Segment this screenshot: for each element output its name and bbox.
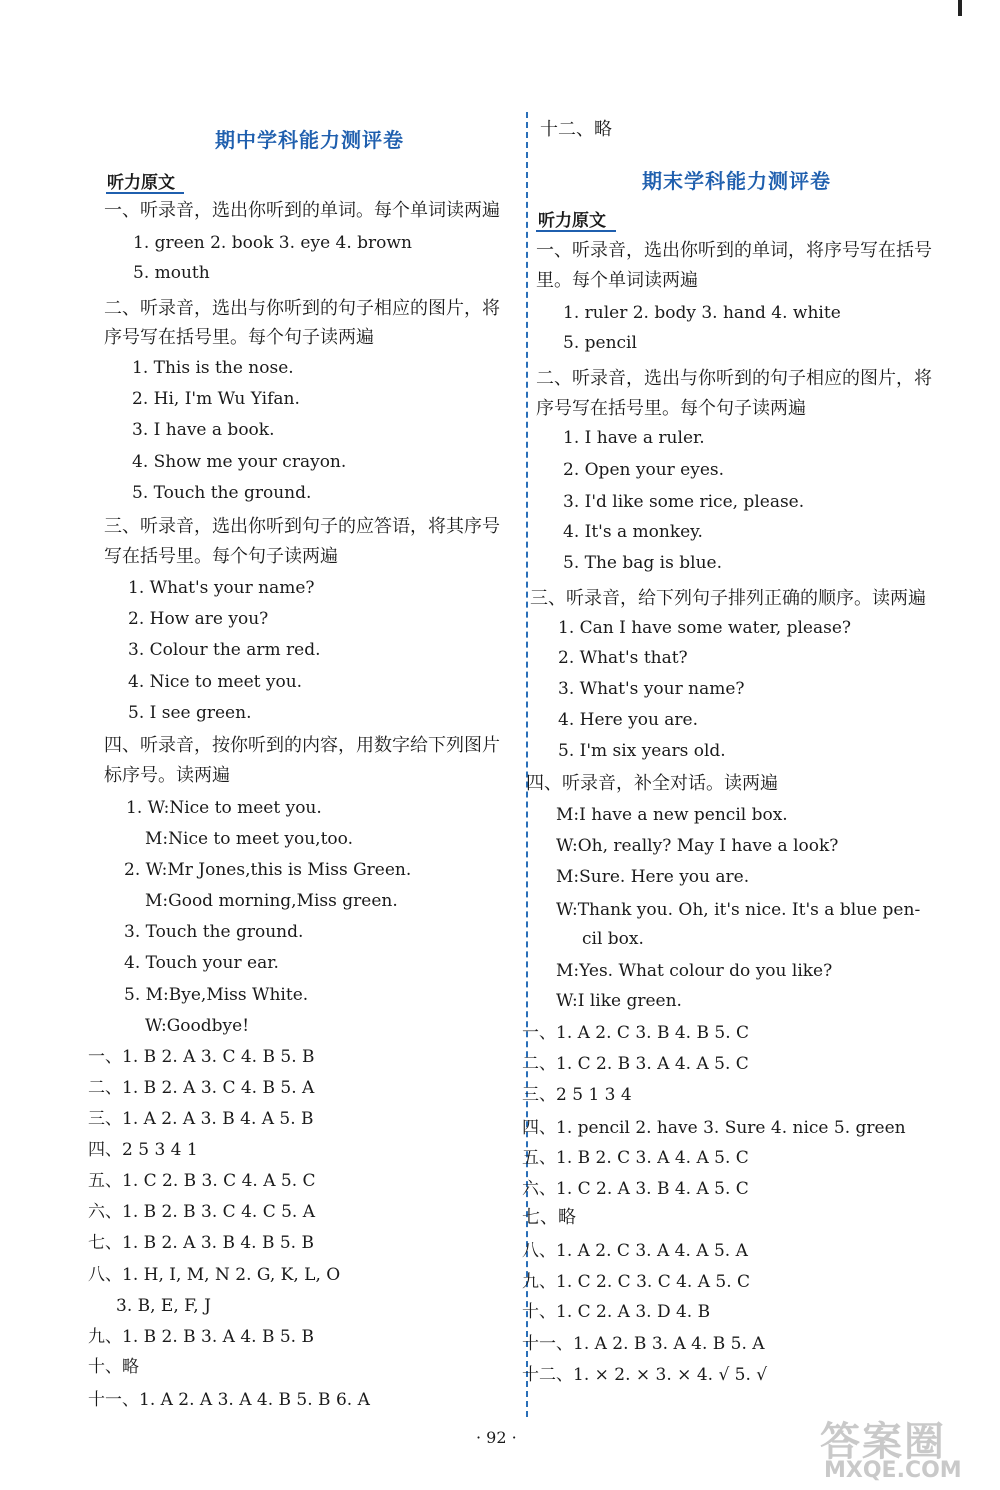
left-line: 三、听录音，选出你听到句子的应答语，将其序号	[104, 516, 500, 537]
left-line: 1. What's your name?	[128, 578, 315, 598]
watermark-top: 答案圈	[820, 1419, 946, 1465]
left-line: 5. M:Bye,Miss White.	[124, 985, 309, 1005]
left-line: 4. Nice to meet you.	[128, 672, 303, 692]
left-line: 八、1. H, I, M, N 2. G, K, L, O	[88, 1265, 341, 1285]
left-line: 一、1. B 2. A 3. C 4. B 5. B	[88, 1047, 315, 1067]
left-line: 1. W:Nice to meet you.	[126, 798, 322, 818]
left-line: W:Goodbye!	[145, 1016, 250, 1036]
right-line: M:Sure. Here you are.	[556, 867, 750, 887]
left-line: 二、1. B 2. A 3. C 4. B 5. A	[88, 1078, 315, 1098]
left-line: 九、1. B 2. B 3. A 4. B 5. B	[88, 1327, 314, 1347]
left-line: 1. This is the nose.	[132, 358, 294, 378]
right-title: 期末学科能力测评卷	[642, 169, 831, 193]
left-line: 十、略	[88, 1357, 139, 1377]
left-heading: 听力原文	[107, 173, 175, 193]
right-line: W:Oh, really? May I have a look?	[556, 836, 839, 856]
left-line: 3. Colour the arm red.	[128, 640, 321, 660]
left-line: 十一、1. A 2. A 3. A 4. B 5. B 6. A	[88, 1390, 370, 1410]
right-line: 一、1. A 2. C 3. B 4. B 5. C	[522, 1023, 750, 1043]
left-line: 写在括号里。每个句子读两遍	[104, 546, 338, 567]
right-line: 2. What's that?	[558, 648, 688, 668]
left-line: 5. Touch the ground.	[132, 483, 312, 503]
left-line: M:Good morning,Miss green.	[145, 891, 398, 911]
left-line: 1. green 2. book 3. eye 4. brown	[133, 233, 412, 253]
watermark-bottom: MXQE.COM	[824, 1458, 962, 1483]
left-line: 3. Touch the ground.	[124, 922, 304, 942]
page-number: · 92 ·	[476, 1428, 517, 1447]
right-heading: 听力原文	[538, 211, 606, 231]
right-line: 八、1. A 2. C 3. A 4. A 5. A	[522, 1241, 748, 1261]
right-line: 六、1. C 2. A 3. B 4. A 5. C	[522, 1179, 749, 1199]
right-line: 二、听录音，选出与你听到的句子相应的图片，将	[536, 368, 932, 389]
left-line: 标序号。读两遍	[104, 765, 230, 786]
left-title: 期中学科能力测评卷	[215, 128, 404, 152]
right-line: 5. The bag is blue.	[563, 553, 722, 573]
left-line: 2. W:Mr Jones,this is Miss Green.	[124, 860, 412, 880]
right-line: 3. What's your name?	[558, 679, 745, 699]
right-line: 四、1. pencil 2. have 3. Sure 4. nice 5. green	[522, 1118, 906, 1138]
right-line: 5. pencil	[563, 333, 637, 353]
right-line: 3. I'd like some rice, please.	[563, 492, 805, 512]
left-line: 序号写在括号里。每个句子读两遍	[104, 327, 374, 348]
right-line: 四、听录音，补全对话。读两遍	[526, 773, 778, 794]
left-line: 五、1. C 2. B 3. C 4. A 5. C	[88, 1171, 316, 1191]
right-line: 十一、1. A 2. B 3. A 4. B 5. A	[522, 1334, 765, 1354]
right-line: 五、1. B 2. C 3. A 4. A 5. C	[522, 1148, 749, 1168]
left-line: 3. I have a book.	[132, 420, 275, 440]
left-heading-underline	[106, 192, 184, 194]
left-line: 2. Hi, I'm Wu Yifan.	[132, 389, 300, 409]
right-line: W:I like green.	[556, 991, 682, 1011]
right-line: 1. Can I have some water, please?	[558, 618, 851, 638]
right-line: 1. I have a ruler.	[563, 428, 705, 448]
right-line: cil box.	[582, 929, 644, 949]
right-heading-underline	[536, 230, 616, 232]
left-line: 三、1. A 2. A 3. B 4. A 5. B	[88, 1109, 314, 1129]
left-line: 七、1. B 2. A 3. B 4. B 5. B	[88, 1233, 314, 1253]
right-line: 1. ruler 2. body 3. hand 4. white	[563, 303, 841, 323]
right-line: M:Yes. What colour do you like?	[556, 961, 833, 981]
left-line: 一、听录音，选出你听到的单词。每个单词读两遍	[104, 200, 500, 221]
right-top-line: 十二、略	[540, 119, 612, 140]
left-line: 二、听录音，选出与你听到的句子相应的图片，将	[104, 298, 500, 319]
right-line: 4. Here you are.	[558, 710, 699, 730]
right-line: M:I have a new pencil box.	[556, 805, 788, 825]
right-line: 二、1. C 2. B 3. A 4. A 5. C	[522, 1054, 749, 1074]
right-line: 十二、1. × 2. × 3. × 4. √ 5. √	[522, 1365, 768, 1385]
right-line: 七、略	[522, 1207, 576, 1228]
left-line: 3. B, E, F, J	[116, 1296, 211, 1316]
left-line: 四、听录音，按你听到的内容，用数字给下列图片	[104, 735, 500, 756]
left-line: M:Nice to meet you,too.	[145, 829, 353, 849]
left-line: 5. I see green.	[128, 703, 252, 723]
right-line: 十、1. C 2. A 3. D 4. B	[522, 1302, 711, 1322]
right-line: 九、1. C 2. C 3. C 4. A 5. C	[522, 1272, 751, 1292]
left-line: 5. mouth	[133, 263, 210, 283]
right-line: 2. Open your eyes.	[563, 460, 725, 480]
right-line: 三、听录音，给下列句子排列正确的顺序。读两遍	[530, 588, 926, 609]
left-line: 2. How are you?	[128, 609, 269, 629]
right-line: 一、听录音，选出你听到的单词，将序号写在括号	[536, 240, 932, 261]
right-line: 里。每个单词读两遍	[536, 270, 698, 291]
right-line: 序号写在括号里。每个句子读两遍	[536, 398, 806, 419]
right-line: W:Thank you. Oh, it's nice. It's a blue pen-	[556, 900, 921, 920]
left-line: 六、1. B 2. B 3. C 4. C 5. A	[88, 1202, 316, 1222]
left-line: 四、2 5 3 4 1	[88, 1140, 198, 1160]
left-line: 4. Touch your ear.	[124, 953, 279, 973]
left-line: 4. Show me your crayon.	[132, 452, 347, 472]
watermark-logo	[816, 1408, 986, 1486]
right-line: 5. I'm six years old.	[558, 741, 726, 761]
right-line: 4. It's a monkey.	[563, 522, 703, 542]
page-edge-mark	[958, 0, 962, 16]
right-line: 三、2 5 1 3 4	[522, 1085, 632, 1105]
